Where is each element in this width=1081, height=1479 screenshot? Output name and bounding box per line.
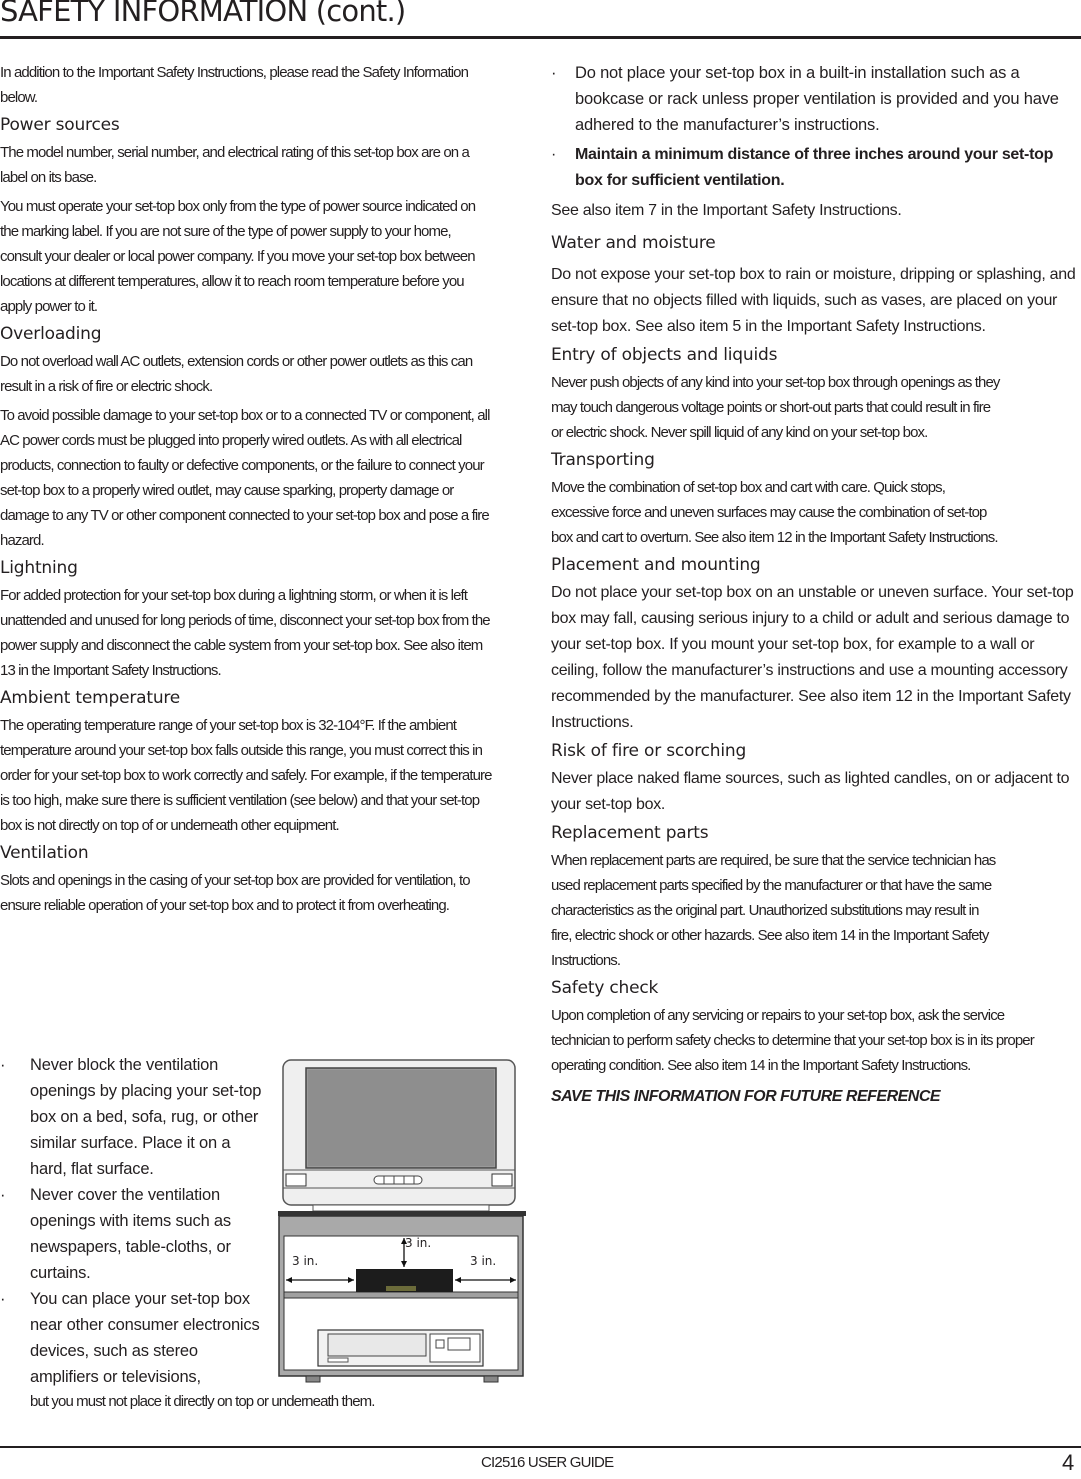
header-rule bbox=[0, 36, 1081, 39]
paragraph: You must operate your set-top box only from the type of power source indicated on the marking label. If you are not sure of the type of power supply to your home, consult your dealer or local power company. If you move your set-top box between locations at different temperatures, allow it to reach room temperature before you apply power to it. bbox=[0, 198, 476, 315]
paragraph: Never place naked flame sources, such as lighted candles, on or adjacent to your set-top box. bbox=[551, 770, 1070, 813]
paragraph: Move the combination of set-top box and cart with care. Quick stops, excessive force and uneven surfaces may cause the combination of set-top box and cart to overturn. See also item 12 in the Important Safety Instructions. bbox=[551, 479, 998, 546]
paragraph: To avoid possible damage to your set-top box or to a connected TV or component, all AC power cords must be plugged into properly wired outlets. As with all electrical products, connection to faulty or defective components, or the failure to connect your set-top box to a properly wired outlet, may cause sparking, property damage or damage to any TV or other component connected to your set-top box and pose a fire hazard. bbox=[0, 407, 490, 549]
section-heading-overloading: Overloading bbox=[0, 324, 102, 344]
tv-stand-illustration bbox=[278, 1058, 526, 1388]
paragraph: The model number, serial number, and electrical rating of this set-top box are on a label on its base. bbox=[0, 144, 469, 186]
paragraph: Upon completion of any servicing or repairs to your set-top box, ask the service technician to perform safety checks to determine that your set-top box is in its proper operating condition. See also item 14 in the Important Safety Instructions. bbox=[551, 1007, 1034, 1074]
bullet-dot-icon: · bbox=[0, 1056, 6, 1074]
section-heading-entry-of-objects: Entry of objects and liquids bbox=[551, 345, 778, 365]
section-heading-lightning: Lightning bbox=[0, 558, 78, 578]
save-notice: SAVE THIS INFORMATION FOR FUTURE REFERENCE bbox=[551, 1088, 941, 1105]
clearance-label-top: 3 in. bbox=[405, 1236, 432, 1250]
bullet-dot-icon: · bbox=[551, 146, 557, 163]
section-heading-ventilation: Ventilation bbox=[0, 843, 89, 863]
section-heading-water-and-moisture: Water and moisture bbox=[551, 233, 716, 253]
paragraph: For added protection for your set-top box during a lightning storm, or when it is left unattended and unused for long periods of time, disconnect your set-top box from the power supply and disconnect the cable system from your set-top box. See also item 13 in the Important Safety Instructions. bbox=[0, 587, 490, 679]
list-item: · You can place your set-top box near other consumer electronics devices, such as stereo amplifiers or televisions, bbox=[0, 1286, 270, 1390]
clearance-label-right: 3 in. bbox=[470, 1254, 497, 1268]
page-title: SAFETY INFORMATION (cont.) bbox=[0, 0, 406, 28]
list-item: · Never cover the ventilation openings with items such as newspapers, table-cloths, or curtains. bbox=[0, 1182, 270, 1286]
paragraph: Slots and openings in the casing of your set-top box are provided for ventilation, to ensure reliable operation of your set-top box and to protect it from overheating. bbox=[0, 872, 470, 914]
bullet-dot-icon: · bbox=[0, 1290, 6, 1308]
section-heading-power-sources: Power sources bbox=[0, 115, 120, 135]
list-item-emphasis: · Maintain a minimum distance of three inches around your set-top box for sufficient ventilation. bbox=[551, 142, 1081, 194]
section-heading-risk-of-fire: Risk of fire or scorching bbox=[551, 741, 747, 761]
bullet-dot-icon: · bbox=[0, 1186, 6, 1204]
section-heading-replacement-parts: Replacement parts bbox=[551, 823, 709, 843]
clearance-label-left: 3 in. bbox=[292, 1254, 319, 1268]
footer-rule bbox=[0, 1446, 1081, 1448]
intro-paragraph: In addition to the Important Safety Instructions, please read the Safety Information below. bbox=[0, 64, 469, 106]
list-item: · Do not place your set-top box in a built-in installation such as a bookcase or rack unless proper ventilation is provided and you have adhered to the manufacturer’s instructions. bbox=[551, 60, 1081, 138]
bullet-dot-icon: · bbox=[551, 64, 557, 82]
section-heading-placement-and-mounting: Placement and mounting bbox=[551, 555, 761, 575]
page-number: 4 bbox=[1062, 1450, 1075, 1475]
paragraph: The operating temperature range of your set-top box is 32-104°F. If the ambient temperature around your set-top box falls outside this range, you must correct this in order for your set-top box to work correctly and safely. For example, if the temperature is too high, make sure there is sufficient ventilation (see below) and that your set-top box is not directly on top of or underneath other equipment. bbox=[0, 717, 492, 834]
right-column bbox=[551, 60, 1081, 1122]
footer-guide-name: CI2516 USER GUIDE bbox=[481, 1454, 614, 1471]
paragraph: Do not place your set-top box on an unstable or uneven surface. Your set-top box may fall, causing serious injury to a child or adult and serious damage to your set-top box. If you mount your set-top box, for example to a wall or ceiling, follow the manufacturer’s instructions and use a mounting accessory recommended by the manufacturer. See also item 12 in the Important Safety Instructions. bbox=[551, 584, 1074, 731]
paragraph: When replacement parts are required, be sure that the service technician has used replacement parts specified by the manufacturer or that have the same characteristics as the original part. Unauthorized substitutions may result in fire, electric shock or other hazards. See also item 14 in the Important Safety Instructions. bbox=[551, 852, 996, 969]
section-heading-transporting: Transporting bbox=[551, 450, 655, 470]
section-heading-safety-check: Safety check bbox=[551, 978, 659, 998]
paragraph: Do not expose your set-top box to rain or moisture, dripping or splashing, and ensure that no objects filled with liquids, such as vases, are placed on your set-top box. See also item 5 in the Important Safety Instructions. bbox=[551, 266, 1076, 335]
list-item-continuation: but you must not place it directly on top or underneath them. bbox=[30, 1393, 375, 1410]
paragraph: Do not overload wall AC outlets, extension cords or other power outlets as this can result in a risk of fire or electric shock. bbox=[0, 353, 473, 395]
left-column bbox=[0, 60, 492, 918]
paragraph: Never push objects of any kind into your set-top box through openings as they may touch dangerous voltage points or short-out parts that could result in fire or electric shock. Never spill liquid of any kind on your set-top box. bbox=[551, 374, 1000, 441]
paragraph: See also item 7 in the Important Safety Instructions. bbox=[551, 202, 902, 219]
section-heading-ambient-temperature: Ambient temperature bbox=[0, 688, 181, 708]
list-item: · Never block the ventilation openings by placing your set-top box on a bed, sofa, rug, or other similar surface. Place it on a hard, flat surface. bbox=[0, 1052, 270, 1182]
ventilation-bullet-list-continued bbox=[551, 60, 1081, 194]
ventilation-clearance-diagram bbox=[278, 1058, 526, 1388]
